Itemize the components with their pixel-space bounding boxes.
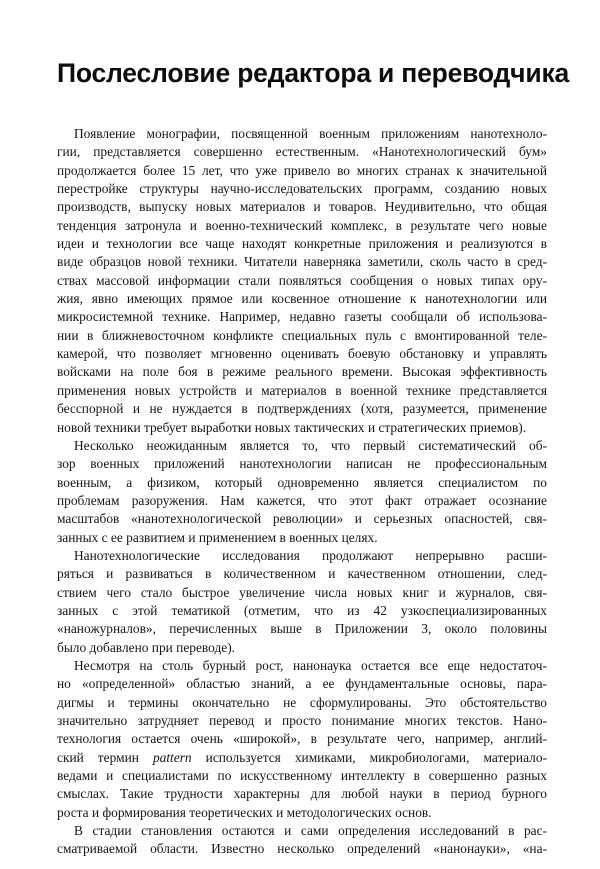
text-line: ствах массовой информации стали появляться сообщения о новых типах ору- — [57, 272, 547, 288]
text-line: Появление монографии, посвященной военным приложениям нанотехноло- — [74, 126, 547, 141]
text-line: войсками на поле боя в режиме реального времени. Высокая эффективность — [57, 364, 547, 380]
text-line: но «определенной» областью знаний, а ее фундаментальные основы, пара- — [57, 676, 547, 692]
paragraph-4 — [57, 657, 547, 822]
text-line: масштабов «нанотехнологической революции» и серьезных опасностей, свя- — [57, 511, 547, 527]
text-line: дигмы и термины окончательно не сформулированы. Это обстоятельство — [57, 694, 547, 710]
text-line: применения новых устройств и материалов в военной технике представляется — [57, 382, 547, 398]
text-line: В стадии становления остаются и сами определения исследований в рас- — [74, 823, 547, 839]
paragraph-3 — [57, 547, 547, 657]
text-line: перестройке структуры научно-исследовательских программ, созданию новых — [57, 181, 547, 197]
text-line: производств, выпуску новых материалов и товаров. Неудивительно, что общая — [57, 199, 547, 215]
text-line: ряться и развиваться в количественном и качественном отношении, след- — [57, 566, 547, 582]
text-line: идеи и технологии все чаще находят конкретные приложения и реализуются в — [57, 236, 547, 252]
paragraph-5 — [57, 822, 547, 859]
text-line: военным, а физиком, который одновременно является специалистом по — [57, 474, 547, 490]
text-line: камерой, что позволяет мгновенно оценивать боевую обстановку и управлять — [57, 346, 547, 362]
text-line: микросистемной технике. Например, недавно газеты сообщали об использова- — [57, 309, 547, 325]
text-line: новой техники требует выработки новых тактических и стратегических приемов). — [57, 419, 527, 435]
text-line: Несмотря на столь бурный рост, нанонаука остается все еще недостаточ- — [74, 657, 547, 673]
text-line: ведами и специалистами по искусственному интеллекту в совершенно разных — [57, 768, 547, 784]
text-line: продолжается более 15 лет, что уже привело во многих странах к значительной — [57, 162, 547, 178]
text-line: смыслах. Такие трудности характерны для любой науки в период бурного — [57, 786, 547, 802]
text-line: занных с этой тематикой (отметим, что из 42 узкоспециализированных — [57, 602, 547, 618]
text-line: ский термин pattern используется химиками, микробиологами, материало- — [57, 749, 547, 765]
text-line: виде образцов новой техники. Читатели наверняка заметили, сколь часто в сред- — [57, 254, 547, 270]
text-line: технология остается очень «широкой», в результате чего, например, англий- — [57, 731, 547, 747]
chapter-title: Послесловие редактора и переводчика — [57, 58, 570, 88]
paragraph-1 — [57, 125, 547, 437]
paragraph-2 — [57, 437, 547, 547]
text-line: проблемам разоружения. Нам кажется, что этот факт отражает осознание — [57, 492, 547, 508]
text-line: нии в ближневосточном конфликте специальных пуль с вмонтированной теле- — [57, 327, 547, 343]
text-line: сматриваемой области. Известно несколько определений «нанонауки», «на- — [57, 841, 547, 857]
text-line: бесспорной и не нуждается в подтверждениях (хотя, разумеется, применение — [57, 401, 547, 417]
text-line: ствием чего стало быстрое увеличение числа новых книг и журналов, свя- — [57, 584, 547, 600]
text-line: тенденция затронула и военно-технический комплекс, в результате чего новые — [57, 217, 547, 233]
text-line: было добавлено при переводе). — [57, 639, 236, 655]
text-line: гии, представляется совершенно естественным. «Нанотехнологический бум» — [57, 144, 547, 160]
text-line: Нанотехнологические исследования продолжают непрерывно расши- — [74, 547, 547, 563]
body-text — [57, 125, 547, 859]
text-line: зор военных приложений нанотехнологии написан не профессиональным — [57, 456, 547, 472]
text-line: жия, явно имеющих прямое или косвенное отношение к нанотехнологии или — [57, 291, 547, 307]
text-line: Несколько неожиданным является то, что первый систематический об- — [74, 437, 547, 453]
text-line: значительно затрудняет перевод и просто понимание многих текстов. Нано- — [57, 713, 547, 728]
text-line: «наножурналов», перечисленных выше в Приложении 3, около половины — [57, 621, 547, 637]
text-line: роста и формирования теоретических и методологических основ. — [57, 804, 432, 820]
text-line: занных с ее развитием и применением в военных целях. — [57, 529, 378, 545]
italic-term: pattern — [152, 749, 192, 765]
